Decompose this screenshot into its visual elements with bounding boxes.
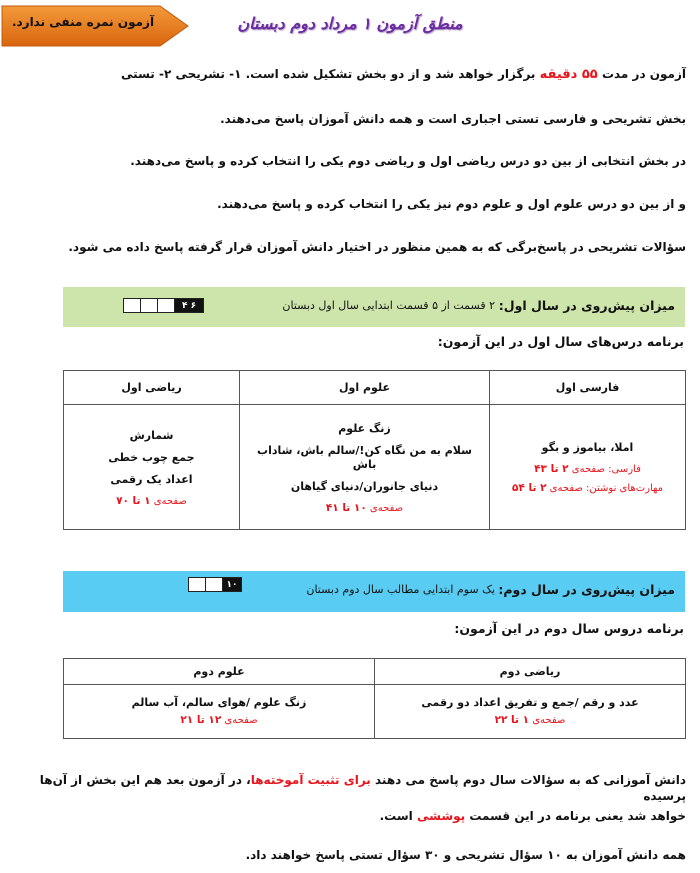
science-cell xyxy=(240,405,490,530)
page-range: فارسی: صفحه‌ی ۲ تا ۴۳ xyxy=(534,463,641,475)
year1-progress-desc: ۲ قسمت از ۵ قسمت ابتدایی سال اول دبستان xyxy=(282,299,495,312)
year1-section-title: برنامه درس‌های سال اول در این آزمون: xyxy=(437,334,684,349)
intro-text: برگزار خواهد شد و از دو بخش تشکیل شده است. ۱- تشریحی ۲- تستی xyxy=(121,67,536,81)
progress-box-empty xyxy=(124,299,141,312)
footer-text: دانش آموزانی که به سؤالات سال دوم پاسخ می دهند xyxy=(374,773,686,787)
col-header-math2: ریاضی دوم xyxy=(375,659,686,685)
col-header-math: ریاضی اول xyxy=(64,371,240,405)
year2-progress-band xyxy=(63,571,685,612)
topic: سلام به من نگاه کن!/سالم باش، شاداب باش xyxy=(257,443,472,471)
topic: املا، بیاموز و بگو xyxy=(541,441,634,454)
footer-text: ، در آزمون بعد هم این بخش از آن‌ها پرسیده xyxy=(39,773,686,803)
footer-line-2 xyxy=(14,808,686,824)
page-range: مهارت‌های نوشتن: صفحه‌ی ۲ تا ۵۴ xyxy=(512,482,663,494)
year1-progress-band xyxy=(63,287,685,327)
year2-progress-boxes xyxy=(188,577,242,592)
progress-box-empty xyxy=(158,299,175,312)
intro-line-2: بخش تشریحی و فارسی تستی اجباری است و همه دانش آموزان پاسخ می‌دهند. xyxy=(220,112,686,126)
page-range: صفحه‌ی ۱ تا ۲۲ xyxy=(494,714,566,726)
intro-line-3: در بخش انتخابی از بین دو درس ریاضی اول و ریاضی دوم یکی را انتخاب کرده و پاسخ می‌دهند. xyxy=(130,154,686,168)
math-cell xyxy=(64,405,240,530)
year2-lessons-table xyxy=(63,658,686,739)
footer-text: خواهد شد یعنی برنامه در این قسمت xyxy=(469,809,686,823)
topic: اعداد یک رقمی xyxy=(110,472,193,486)
duration-highlight: ۵۵ دقیقه xyxy=(539,67,598,82)
science2-cell xyxy=(64,685,375,739)
col-header-farsi: فارسی اول xyxy=(490,371,686,405)
progress-box-filled: ۱۰ xyxy=(223,578,241,591)
intro-text: آزمون در مدت xyxy=(601,67,686,81)
footer-line-1 xyxy=(14,772,686,804)
intro-line-4: و از بین دو درس علوم اول و علوم دوم نیز یکی را انتخاب کرده و پاسخ می‌دهند. xyxy=(217,197,686,211)
page-title: منطق آزمون ۱ مرداد دوم دبستان xyxy=(237,14,463,33)
farsi-cell xyxy=(490,405,686,530)
year1-progress-label: میزان پیش‌روی در سال اول: xyxy=(498,298,675,313)
math2-cell xyxy=(375,685,686,739)
page-range: صفحه‌ی ۱۰ تا ۴۱ xyxy=(325,501,404,514)
footer-highlight: برای تثبیت آموخته‌ها xyxy=(250,773,371,787)
footer-highlight: پوششی xyxy=(416,809,466,823)
banner-text: آزمون نمره منفی ندارد. xyxy=(11,15,155,29)
topic: شمارش xyxy=(129,428,174,442)
page-range: صفحه‌ی ۱۲ تا ۲۱ xyxy=(180,714,258,726)
intro-line-5: سؤالات تشریحی در پاسخ‌برگی که به همین منظور در اختیار دانش آموزان قرار گرفته پاسخ داده می شود. xyxy=(68,240,686,254)
footer-line-3: همه دانش آموزان به ۱۰ سؤال تشریحی و ۳۰ سؤال تستی پاسخ خواهند داد. xyxy=(245,848,686,862)
topic: زنگ علوم xyxy=(338,421,391,435)
intro-line-1 xyxy=(14,66,686,83)
footer-text: است. xyxy=(379,809,413,823)
year1-lessons-table xyxy=(63,370,686,530)
progress-box-empty xyxy=(141,299,158,312)
topic: جمع چوب خطی xyxy=(108,450,195,464)
page-range: صفحه‌ی ۱ تا ۷۰ xyxy=(116,494,187,507)
year1-progress-boxes xyxy=(123,298,204,313)
col-header-science: علوم اول xyxy=(240,371,490,405)
progress-box-empty xyxy=(189,578,206,591)
topic: عدد و رقم /جمع و تفریق اعداد دو رقمی xyxy=(421,696,639,709)
year2-section-title: برنامه دروس سال دوم در این آزمون: xyxy=(454,621,684,636)
year2-progress-desc: یک سوم ابتدایی مطالب سال دوم دبستان xyxy=(306,583,495,596)
topic: دنیای جانوران/دنیای گیاهان xyxy=(290,479,439,493)
progress-box-empty xyxy=(206,578,223,591)
col-header-science2: علوم دوم xyxy=(64,659,375,685)
progress-box-filled: ۴ ۶ xyxy=(175,299,203,312)
year2-progress-label: میزان پیش‌روی در سال دوم: xyxy=(498,582,675,597)
topic: زنگ علوم /هوای سالم، آب سالم xyxy=(131,696,307,709)
